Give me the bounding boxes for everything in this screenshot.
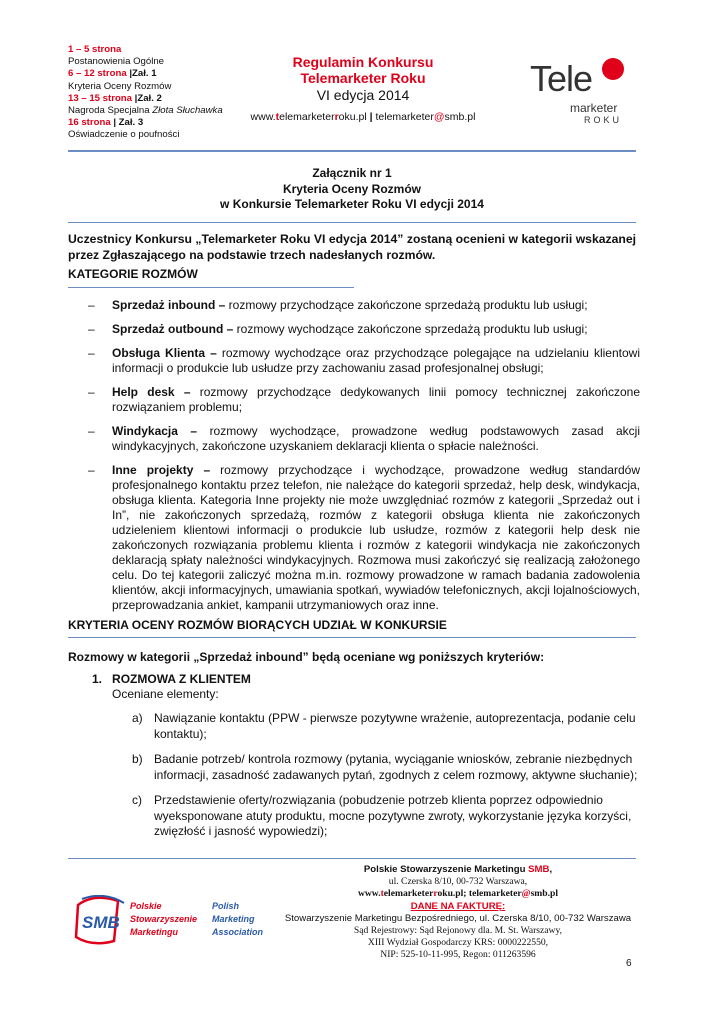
criteria-heading: KRYTERIA OCENY ROZMÓW BIORĄCYCH UDZIAŁ W KONKURSIE [68,618,447,632]
header-links: www.telemarketerroku.pl | telemarketer@smb.pl [250,111,476,123]
annex-divider [68,222,636,223]
nav-range: 6 – 12 strona [68,68,127,80]
list-item: c) Przedstawienie oferty/rozwiązania (pobudzenie potrzeb klienta poprzez odpowiednio wyeksponowane atuty produktu, mocne pozytywne zwroty, wykorzystanie języka korzyści, zwięzłość i jasność wypowiedzi); [132,793,632,838]
svg-text:Marketingu: Marketingu [130,927,179,937]
nav-range: 1 – 5 strona [68,44,122,55]
list-item: – Inne projekty – rozmowy przychodzące i wychodzące, prowadzone według standardów profesjonalnego kontaktu przez telefon, nie należące do kategorii sprzedaż, help desk, windykacja, obsługa klienta. Kategoria Inne projekty nie może uwzględniać rozmów z kategorii „Sprzedaż out i In”, nie zakończonych sprzedażą, rozmów z kategorii obsługa klienta nie zakończonych udzieleniem klientowi informacji o produkcie lub usłudze, rozmów z kategorii help desk nie zakończonych rozwiązania problemu klienta i rozmów z kategorii windykacja nie zakończonych deklaracją spłaty należności windykacyjnych. Rozmowa musi zakończyć się realizacją założonego celu. Do tej kategorii zaliczyć można m.in. rozmowy prowadzone w ramach badania zadowolenia klientów, akcji informacyjnych, umawiania spotkań, wywiadów telefonicznych, akcji lojalnościowych, przeprowadzania ankiet, kampanii utrzymaniowych oraz inne. [88,463,640,612]
list-item: b) Badanie potrzeb/ kontrola rozmowy (pytania, wyciąganie wniosków, zebranie niezbędnych informacji, zasadność zadawanych pytań, zgodnych z celem rozmowy, aktywne słuchanie); [132,752,638,782]
svg-text:Polish: Polish [212,901,240,911]
headset-icon [602,58,624,80]
intro-paragraph: Uczestnicy Konkursu „Telemarketer Roku VI edycja 2014” zostaną ocenieni w kategorii wskazanej przez Zgłaszającego na podstawie trzech nadesłanych rozmów. [68,232,636,262]
annex-title: Załącznik nr 1 Kryteria Oceny Rozmów w Konkursie Telemarketer Roku VI edycji 2014 [220,166,484,211]
smb-badge-text: SMB [82,913,120,932]
inbound-heading: Rozmowy w kategorii „Sprzedaż inbound” będą oceniane wg poniższych kryteriów: [68,650,545,664]
page-number: 6 [626,958,632,969]
list-item: – Sprzedaż inbound – rozmowy przychodzące zakończone sprzedażą produktu lub usługi; [88,298,588,312]
nav-desc: Kryteria Oceny Rozmów [68,80,172,92]
site-link[interactable]: www.telemarketerroku.pl [250,111,367,123]
list-item: – Windykacja – rozmowy wychodzące, prowadzone według podstawowych zasad akcji windykacyjnych, zakończone uzyskaniem deklaracji klienta o spłacie należności. [88,424,640,453]
nav-range: 16 strona [68,117,111,129]
footer-text: Polskie Stowarzyszenie Marketingu SMB, ul. Czerska 8/10, 00-732 Warszawa, www.telemarketerroku.pl; telemarketer@smb.pl DANE NA FAKTURĘ: Stowarzyszenie Marketingu Bezpośredniego, ul. Czerska 8/10, 00-732 Warszawa Sąd Rejestrowy: Sąd Rejonowy dla. M. St. Warszawy, XIII Wydział Gospodarczy KRS: 0000222550, NIP: 525-10-11-995, Regon: 011263596 [262,864,654,962]
svg-text:Polskie: Polskie [130,901,162,911]
nav-desc: Postanowienia Ogólne [68,56,165,68]
section-divider [68,637,636,638]
document-nav: 1 – 5 strona Postanowienia Ogólne 6 – 12 strona |Zał. 1 Kryteria Oceny Rozmów 13 – 15 strona |Zał. 2 Nagroda Specjalna Złota Słuchawka 16 strona | Zał. 3 Oświadczenie o poufności [68,44,223,141]
footer-links[interactable]: www.telemarketerroku.pl; telemarketer@smb.pl [357,888,559,900]
document-title [238,54,488,123]
title-line-1: Regulamin Konkursu [292,54,434,70]
list-item: a) Nawiązanie kontaktu (PPW - pierwsze pozytywne wrażenie, autoprezentacja, podanie celu kontaktu); [132,711,636,741]
header-divider [68,150,636,152]
list-item: – Sprzedaż outbound – rozmowy wychodzące zakończone sprzedażą produktu lub usługi; [88,322,588,336]
title-line-2: Telemarketer Roku [300,70,426,86]
nav-desc: Oświadczenie o poufności [68,129,180,141]
nav-range: 13 – 15 strona [68,92,132,104]
footer-divider [68,858,636,859]
nav-desc: Nagroda Specjalna Złota Słuchawka [68,105,223,117]
categories-list [88,298,640,622]
svg-text:Stowarzyszenie: Stowarzyszenie [130,914,198,924]
svg-text:Marketing: Marketing [212,914,255,924]
criteria-elements [132,711,638,850]
section-divider [68,287,354,288]
smb-logo [74,895,264,945]
categories-heading: KATEGORIE ROZMÓW [68,267,198,281]
criterion-heading: 1. ROZMOWA Z KLIENTEM Oceniane elementy: [92,672,251,701]
edition: VI edycja 2014 [316,87,410,103]
email-link[interactable]: telemarketer@smb.pl [375,111,476,123]
svg-text:Association: Association [212,927,264,937]
list-item: – Help desk – rozmowy przychodzące dedykowanych linii pomocy technicznej zakończone rozwiązaniem problemu; [88,385,640,414]
list-item: – Obsługa Klienta – rozmowy wychodzące oraz przychodzące polegające na udzielaniu klientowi informacji o produkcie lub usłudze przy zachowaniu zasad profesjonalnej obsługi; [88,346,640,375]
telemarketer-logo: Tele marketer ROKU [530,58,623,125]
